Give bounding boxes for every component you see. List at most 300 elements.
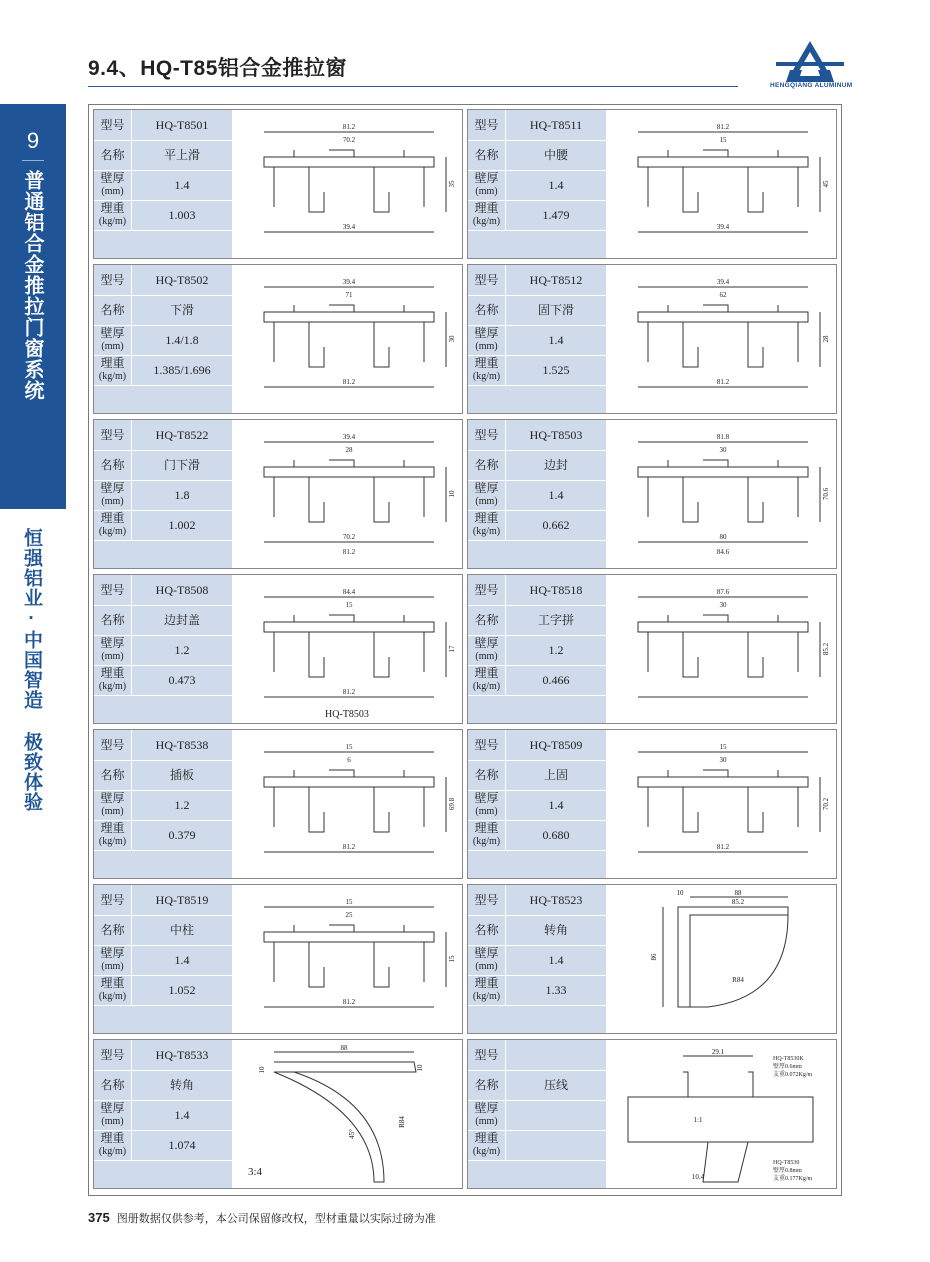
- thickness-label-text: 壁厚: [100, 326, 125, 340]
- profile-drawing: [234, 577, 460, 721]
- profile-note: 壁厚0.6mm: [773, 1064, 802, 1070]
- profile-drawing: [234, 732, 460, 876]
- profile-outline: [264, 442, 446, 542]
- weight-value: 1.479: [542, 208, 570, 222]
- weight-value: 1.33: [545, 983, 567, 997]
- weight-label: [468, 200, 506, 230]
- thickness-label: [468, 480, 506, 510]
- row-divider: [468, 1005, 606, 1006]
- profile-outline: [638, 597, 820, 697]
- profile-spec-panel: [468, 730, 606, 878]
- dimension-label: 81.2: [716, 378, 730, 386]
- dimension-label: 30: [719, 756, 727, 764]
- weight-label-unit: (kg/m): [472, 1146, 501, 1157]
- dimension-label: 81.2: [716, 843, 730, 851]
- profile-note: 壁厚0.8mm: [773, 1168, 802, 1174]
- dimension-label: 35: [448, 180, 456, 188]
- profile-outline: [638, 132, 820, 232]
- thickness-value: 1.2: [174, 643, 190, 657]
- name-label: 名称: [468, 295, 506, 325]
- profile-spec-panel: [468, 1040, 606, 1188]
- name-value: 插板: [169, 768, 194, 782]
- name-value: 边封: [543, 458, 568, 472]
- row-divider: [468, 540, 606, 541]
- row-divider: [94, 385, 232, 386]
- weight-label-unit: (kg/m): [472, 371, 501, 382]
- profile-cell: [93, 419, 463, 569]
- thickness-label: [94, 1100, 132, 1130]
- dimension-label: 39.4: [342, 223, 356, 231]
- thickness-label-unit: (mm): [101, 496, 124, 507]
- name-label: 名称: [94, 450, 132, 480]
- dimension-label: 88: [734, 889, 742, 897]
- profile-spec-panel: [468, 110, 606, 258]
- weight-label-text: 理重: [100, 356, 125, 370]
- weight-label-unit: (kg/m): [98, 371, 127, 382]
- dimension-label: 81.8: [716, 433, 730, 441]
- model-value: HQ-T8501: [155, 118, 209, 132]
- profile-spec-panel: [468, 885, 606, 1033]
- weight-value: 0.473: [168, 673, 196, 687]
- profile-outline: [638, 442, 820, 542]
- name-label: 名称: [94, 295, 132, 325]
- dimension-label: 84.6: [716, 548, 730, 556]
- thickness-value: 1.4/1.8: [165, 333, 199, 347]
- weight-value: 1.385/1.696: [153, 363, 211, 377]
- thickness-label-unit: (mm): [475, 1116, 498, 1127]
- weight-value: 0.379: [168, 828, 196, 842]
- profile-diagram: [234, 577, 460, 721]
- weight-label-unit: (kg/m): [98, 991, 127, 1002]
- profile-drawing: [608, 267, 834, 411]
- thickness-value: 1.4: [548, 178, 564, 192]
- profile-outline: [638, 287, 820, 387]
- model-value: HQ-T8503: [529, 428, 583, 442]
- weight-label: [468, 355, 506, 385]
- weight-label-unit: (kg/m): [98, 681, 127, 692]
- row-divider: [94, 230, 232, 231]
- profile-drawing: [608, 422, 834, 566]
- profile-spec-panel: [468, 265, 606, 413]
- model-label: 型号: [94, 1040, 132, 1070]
- dimension-label: 81.2: [342, 548, 356, 556]
- row-divider: [94, 1005, 232, 1006]
- dimension-label: 70.2: [822, 797, 830, 811]
- thickness-label-text: 壁厚: [100, 481, 125, 495]
- profile-spec-panel: [94, 885, 232, 1033]
- profile-drawing: [608, 577, 834, 721]
- dimension-label: 10: [416, 1064, 424, 1072]
- thickness-label-text: 壁厚: [100, 791, 125, 805]
- dimension-label: 45°: [348, 1129, 356, 1139]
- dimension-label: 81.2: [342, 378, 356, 386]
- footer-disclaimer: 图册数据仅供参考，本公司保留修改权，型材重量以实际过磅为准: [116, 1213, 436, 1225]
- weight-label-text: 理重: [474, 666, 499, 680]
- thickness-label-text: 壁厚: [100, 946, 125, 960]
- thickness-value: 1.4: [174, 953, 190, 967]
- profile-drawing: [608, 112, 834, 256]
- profile-drawing: [608, 1042, 834, 1186]
- dimension-label: 81.2: [716, 123, 730, 131]
- thickness-label: [94, 325, 132, 355]
- weight-label: [94, 510, 132, 540]
- profile-spec-panel: [94, 1040, 232, 1188]
- name-value: 下滑: [169, 303, 194, 317]
- thickness-label: [468, 325, 506, 355]
- profile-spec-panel: [94, 265, 232, 413]
- weight-label: [468, 665, 506, 695]
- dimension-label: 81.2: [342, 843, 356, 851]
- name-label: 名称: [468, 450, 506, 480]
- name-value: 上固: [543, 768, 568, 782]
- dimension-label: 70.2: [342, 136, 356, 144]
- thickness-label-text: 壁厚: [474, 171, 499, 185]
- model-value: HQ-T8538: [155, 738, 209, 752]
- weight-label: [468, 510, 506, 540]
- name-value: 工字拼: [537, 613, 574, 627]
- weight-label: [94, 975, 132, 1005]
- profile-cell: [93, 574, 463, 724]
- name-label: 名称: [468, 140, 506, 170]
- dimension-label: 6: [347, 756, 351, 764]
- profile-cell: [93, 264, 463, 414]
- thickness-label-text: 壁厚: [474, 326, 499, 340]
- dimension-label: 45: [822, 180, 830, 188]
- row-divider: [94, 1160, 232, 1161]
- dimension-label: R84: [398, 1116, 406, 1128]
- row-divider: [94, 540, 232, 541]
- profile-drawing: [608, 887, 834, 1031]
- profile-diagram: [608, 887, 834, 1031]
- weight-label-text: 理重: [474, 356, 499, 370]
- dimension-label: 10.4: [691, 1173, 705, 1181]
- weight-value: [506, 1130, 606, 1160]
- name-value: 转角: [543, 923, 568, 937]
- dimension-label: 1:1: [693, 1116, 703, 1124]
- profile-spec-panel: [468, 575, 606, 723]
- page-footer: [88, 1210, 436, 1226]
- model-value: HQ-T8518: [529, 583, 583, 597]
- thickness-label-text: 壁厚: [474, 1101, 499, 1115]
- dimension-label: 84.4: [342, 588, 356, 596]
- weight-label-unit: (kg/m): [472, 836, 501, 847]
- profile-drawing: [234, 267, 460, 411]
- profile-table: [88, 104, 842, 1196]
- model-value: HQ-T8533: [155, 1048, 209, 1062]
- dimension-label: 30: [448, 335, 456, 343]
- thickness-label: [94, 635, 132, 665]
- thickness-label-unit: (mm): [101, 186, 124, 197]
- profile-spec-panel: [468, 420, 606, 568]
- chapter-divider: [22, 160, 44, 161]
- thickness-label-text: 壁厚: [100, 636, 125, 650]
- thickness-value: 1.2: [548, 643, 564, 657]
- weight-label-unit: (kg/m): [98, 216, 127, 227]
- name-label: 名称: [94, 915, 132, 945]
- name-label: 名称: [468, 760, 506, 790]
- dimension-label: 81.2: [342, 123, 356, 131]
- profile-diagram: [608, 267, 834, 411]
- profile-diagram: [234, 887, 460, 1031]
- name-label: 名称: [468, 915, 506, 945]
- dimension-label: 80: [719, 533, 727, 541]
- thickness-label-unit: (mm): [101, 806, 124, 817]
- weight-label-unit: (kg/m): [472, 991, 501, 1002]
- model-label: 型号: [94, 420, 132, 450]
- thickness-label-text: 壁厚: [474, 481, 499, 495]
- weight-label-text: 理重: [474, 1131, 499, 1145]
- dimension-label: 30: [719, 446, 727, 454]
- dimension-label: 39.4: [342, 278, 356, 286]
- dimension-label: 15: [345, 898, 353, 906]
- thickness-label-unit: (mm): [475, 806, 498, 817]
- thickness-label: [468, 170, 506, 200]
- thickness-label-text: 壁厚: [100, 1101, 125, 1115]
- model-label: 型号: [94, 110, 132, 140]
- profile-cell: [93, 1039, 463, 1189]
- dimension-label: 15: [345, 743, 353, 751]
- weight-label-unit: (kg/m): [472, 216, 501, 227]
- thickness-label: [468, 790, 506, 820]
- dimension-label: 39.4: [716, 278, 730, 286]
- model-label: 型号: [468, 420, 506, 450]
- weight-value: 0.680: [542, 828, 570, 842]
- profile-cell: [467, 109, 837, 259]
- dimension-label: 30: [719, 601, 727, 609]
- weight-label-unit: (kg/m): [98, 836, 127, 847]
- model-label: 型号: [94, 265, 132, 295]
- thickness-label: [468, 1100, 506, 1130]
- dimension-label: 25: [345, 911, 353, 919]
- profile-drawing: [234, 112, 460, 256]
- profile-diagram: [608, 732, 834, 876]
- thickness-value: 1.4: [548, 953, 564, 967]
- dimension-label: 15: [719, 136, 727, 144]
- model-label: 型号: [468, 885, 506, 915]
- weight-label: [94, 355, 132, 385]
- dimension-label: 28: [345, 446, 353, 454]
- thickness-label-text: 壁厚: [474, 636, 499, 650]
- thickness-value: [506, 1100, 606, 1130]
- profile-spec-panel: [94, 730, 232, 878]
- thickness-label: [94, 170, 132, 200]
- name-label: 名称: [468, 605, 506, 635]
- dimension-label: 15: [345, 601, 353, 609]
- weight-value: 0.662: [542, 518, 570, 532]
- thickness-label-unit: (mm): [475, 341, 498, 352]
- profile-diagram: [234, 267, 460, 411]
- weight-label-text: 理重: [100, 821, 125, 835]
- dimension-label: 71: [345, 291, 353, 299]
- profile-outline: [264, 287, 446, 387]
- profile-outline: [264, 907, 446, 1007]
- thickness-label-text: 壁厚: [474, 791, 499, 805]
- dimension-label: 17: [448, 645, 456, 653]
- thickness-value: 1.4: [548, 798, 564, 812]
- profile-diagram: [234, 422, 460, 566]
- weight-label-unit: (kg/m): [472, 681, 501, 692]
- model-label: 型号: [94, 885, 132, 915]
- profile-drawing: [234, 422, 460, 566]
- profile-outline: [264, 132, 446, 232]
- dimension-label: 86: [650, 953, 658, 961]
- page-number: 375: [88, 1210, 110, 1225]
- weight-value: 0.466: [542, 673, 570, 687]
- dimension-label: 69.8: [448, 797, 456, 811]
- dimension-label: 85.2: [731, 898, 745, 906]
- profile-diagram: [234, 112, 460, 256]
- dimension-label: 39.4: [716, 223, 730, 231]
- weight-label: [94, 200, 132, 230]
- thickness-value: 1.8: [174, 488, 190, 502]
- profile-diagram: [608, 112, 834, 256]
- row-divider: [468, 1160, 606, 1161]
- weight-value: 1.003: [168, 208, 196, 222]
- dimension-label: 62: [719, 291, 727, 299]
- weight-label-unit: (kg/m): [98, 1146, 127, 1157]
- name-value: 转角: [169, 1078, 194, 1092]
- profile-note: 支重0.072Kg/m: [773, 1072, 813, 1078]
- weight-label-text: 理重: [100, 976, 125, 990]
- weight-label-text: 理重: [100, 1131, 125, 1145]
- name-label: 名称: [94, 140, 132, 170]
- model-label: 型号: [468, 730, 506, 760]
- weight-label-unit: (kg/m): [98, 526, 127, 537]
- profile-cell: [467, 574, 837, 724]
- name-value: 固下滑: [537, 303, 574, 317]
- profile-drawing: [608, 732, 834, 876]
- profile-spec-panel: [94, 420, 232, 568]
- model-value: [506, 1040, 606, 1070]
- profile-cell: [93, 729, 463, 879]
- name-value: 边封盖: [163, 613, 200, 627]
- profile-cell: [467, 1039, 837, 1189]
- row-divider: [468, 695, 606, 696]
- weight-value: 1.002: [168, 518, 196, 532]
- weight-label-text: 理重: [100, 511, 125, 525]
- thickness-label-text: 壁厚: [474, 946, 499, 960]
- thickness-label-unit: (mm): [101, 1116, 124, 1127]
- name-value: 中腰: [543, 148, 568, 162]
- thickness-label-unit: (mm): [101, 341, 124, 352]
- profile-cell: [467, 884, 837, 1034]
- weight-label-text: 理重: [474, 821, 499, 835]
- model-label: 型号: [468, 575, 506, 605]
- weight-label: [468, 820, 506, 850]
- dimension-label: 70.2: [342, 533, 356, 541]
- thickness-label-unit: (mm): [475, 961, 498, 972]
- thickness-label: [468, 945, 506, 975]
- model-value: HQ-T8508: [155, 583, 209, 597]
- model-label: 型号: [468, 265, 506, 295]
- model-value: HQ-T8523: [529, 893, 583, 907]
- name-label: 名称: [468, 1070, 506, 1100]
- profile-outline: [638, 752, 820, 852]
- title-divider: [88, 86, 738, 87]
- dimension-label: 39.4: [342, 433, 356, 441]
- profile-diagram: [608, 422, 834, 566]
- thickness-label-unit: (mm): [475, 651, 498, 662]
- model-value: HQ-T8502: [155, 273, 209, 287]
- model-value: HQ-T8509: [529, 738, 583, 752]
- thickness-value: 1.4: [548, 488, 564, 502]
- profile-outline: [264, 752, 446, 852]
- profile-outline: [663, 897, 788, 1007]
- model-value: HQ-T8522: [155, 428, 209, 442]
- weight-label: [94, 665, 132, 695]
- chapter-title: 普通铝合金推拉门窗系统: [21, 170, 43, 401]
- profile-cell: [93, 109, 463, 259]
- dimension-label: 87.6: [716, 588, 730, 596]
- name-value: 压线: [543, 1078, 568, 1092]
- weight-label: [468, 1130, 506, 1160]
- profile-diagram: [608, 1042, 834, 1186]
- thickness-label: [94, 945, 132, 975]
- logo-text: HENGQIANG ALUMINUM: [770, 82, 853, 89]
- model-value: HQ-T8511: [529, 118, 583, 132]
- weight-label: [94, 1130, 132, 1160]
- brand-slogan: 恒强铝业·中国智造 极致体验: [21, 528, 42, 812]
- name-value: 平上滑: [163, 148, 200, 162]
- reference-model-label: HQ-T8503: [325, 709, 369, 720]
- name-label: 名称: [94, 1070, 132, 1100]
- weight-label-unit: (kg/m): [472, 526, 501, 537]
- weight-label-text: 理重: [474, 511, 499, 525]
- row-divider: [468, 385, 606, 386]
- profile-spec-panel: [94, 110, 232, 258]
- thickness-label-text: 壁厚: [100, 171, 125, 185]
- profile-diagram: [608, 577, 834, 721]
- model-value: HQ-T8519: [155, 893, 209, 907]
- profile-cell: [467, 419, 837, 569]
- weight-value: 1.525: [542, 363, 570, 377]
- name-value: 中柱: [169, 923, 194, 937]
- profile-cell: [93, 884, 463, 1034]
- model-value: HQ-T8512: [529, 273, 583, 287]
- weight-label-text: 理重: [100, 201, 125, 215]
- weight-label: [468, 975, 506, 1005]
- thickness-label: [468, 635, 506, 665]
- dimension-label: 29.1: [711, 1048, 725, 1056]
- row-divider: [468, 850, 606, 851]
- thickness-label-unit: (mm): [475, 186, 498, 197]
- profile-outline: [274, 1052, 416, 1182]
- weight-value: 1.052: [168, 983, 196, 997]
- name-label: 名称: [94, 605, 132, 635]
- profile-note: 支重0.177Kg/m: [773, 1176, 813, 1182]
- thickness-value: 1.4: [174, 1108, 190, 1122]
- model-label: 型号: [94, 730, 132, 760]
- name-value: 门下滑: [163, 458, 200, 472]
- weight-label-text: 理重: [474, 976, 499, 990]
- profile-spec-panel: [94, 575, 232, 723]
- model-label: 型号: [468, 1040, 506, 1070]
- row-divider: [468, 230, 606, 231]
- thickness-value: 1.4: [548, 333, 564, 347]
- thickness-label-unit: (mm): [101, 651, 124, 662]
- thickness-label: [94, 790, 132, 820]
- profile-note: HQ-T8530K: [773, 1056, 804, 1062]
- dimension-label: 70.6: [822, 487, 830, 501]
- thickness-label-unit: (mm): [101, 961, 124, 972]
- chapter-number: 9: [26, 128, 40, 153]
- profile-diagram: [234, 732, 460, 876]
- thickness-value: 1.2: [174, 798, 190, 812]
- model-label: 型号: [94, 575, 132, 605]
- dimension-label: 88: [340, 1044, 348, 1052]
- profile-cell: [467, 264, 837, 414]
- dimension-label: 15: [448, 955, 456, 963]
